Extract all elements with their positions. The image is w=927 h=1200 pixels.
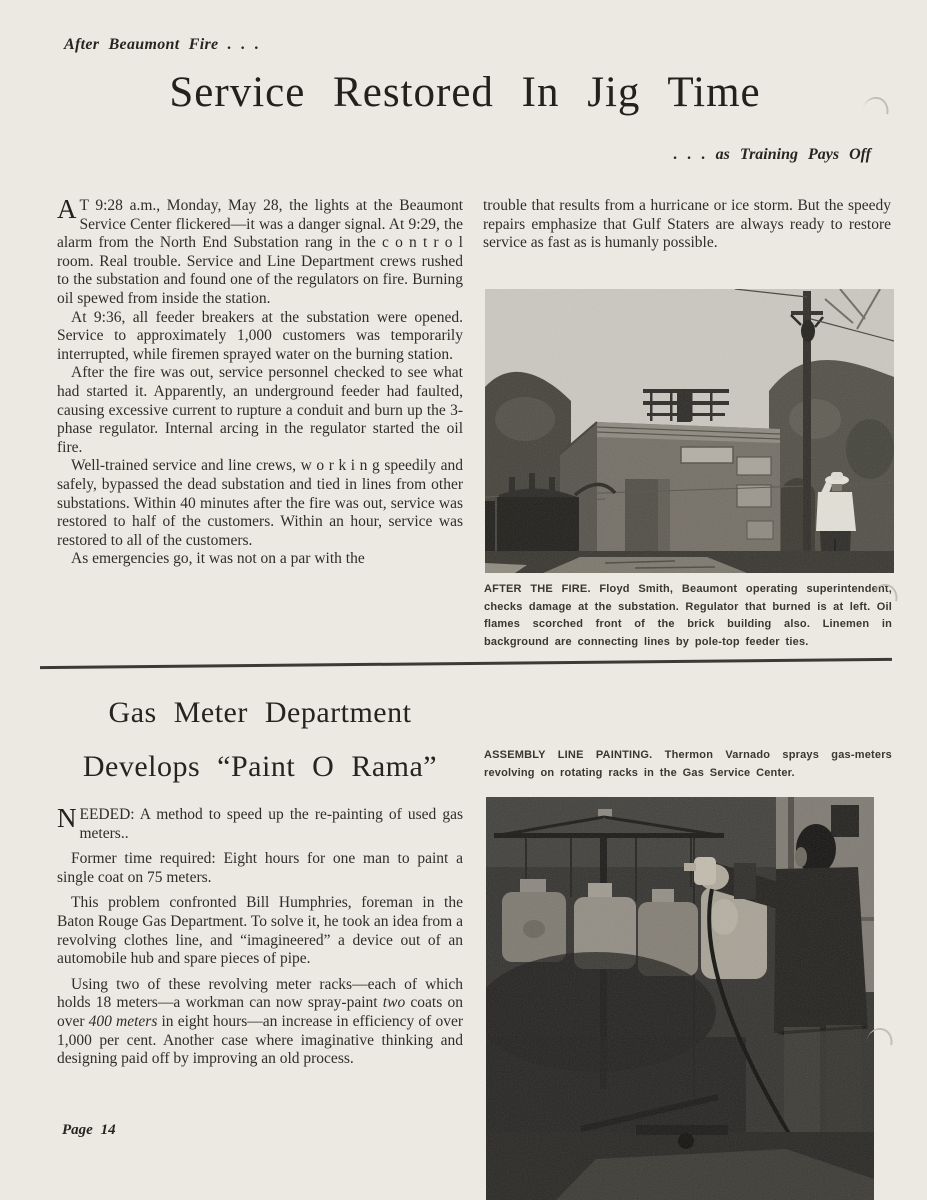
substation-photo-illustration: [485, 289, 894, 573]
article1-kicker: After Beaumont Fire . . .: [64, 36, 260, 53]
paint-rack-photo: [486, 797, 874, 1200]
article1-subtitle: . . . as Training Pays Off: [673, 146, 871, 163]
article1-paragraph: trouble that results from a hurricane or ice storm. But the speedy repairs emphasize that Gulf Staters are always ready to restore service as fast as is humanly possible.: [483, 197, 891, 252]
article2-paragraph: [57, 976, 463, 1069]
photo2-caption: ASSEMBLY LINE PAINTING. Thermon Varnado sprays gas-meters revolving on rotating racks in the Gas Service Center.: [484, 749, 892, 779]
article2-paragraph-text: in eight hours—an increase in efficiency of over 1,000 per cent. Another case where imaginative thinking and designing paid off by improving an old process.: [57, 1012, 463, 1068]
article1-paragraph-text: T 9:28 a.m., Monday, May 28, the lights at the Beaumont Service Center flickered—it was a danger signal. At 9:29, the alarm from the North End Substation rang in the c o n t r o l room. Real trouble. Service and Line Department crews rushed to the substation and found one of the regulators on fire. Burning oil spewed from inside the station.: [57, 197, 463, 307]
article1-paragraph: At 9:36, all feeder breakers at the substation were opened. Service to approximately 1,000 customers was temporarily interrupted, while firemen sprayed water on the burning station.: [57, 308, 463, 363]
article2-dropcap: N: [57, 803, 77, 833]
article1-left-column: [57, 194, 463, 569]
article2-paragraph: [57, 803, 463, 843]
section-divider: [40, 658, 892, 669]
article2-italic-word: two: [382, 994, 406, 1012]
article2-column: [57, 803, 463, 1076]
article1-title: Service Restored In Jig Time: [169, 69, 761, 116]
paint-rack-photo-illustration: [486, 797, 874, 1200]
page-number: Page 14: [62, 1122, 116, 1138]
article1-paragraph: [57, 194, 463, 309]
article2-paragraph-text: EEDED: A method to speed up the re-painting of used gas meters..: [79, 806, 463, 842]
article1-paragraph: Well-trained service and line crews, w o r k i n g speedily and safely, bypassed the dead substation and tied in lines from other substations. Within 40 minutes after the fire was out, service was restored to half of the customers. Within an hour, service was restored to all of the customers.: [57, 457, 463, 549]
article2-italic-phrase: 400 meters: [88, 1012, 158, 1030]
article2-paragraph-text: Using two of these revolving meter racks—each of which holds 18 meters—a workman can now spray-paint: [57, 975, 463, 1012]
article2-paragraph: Former time required: Eight hours for one man to paint a single coat on 75 meters.: [57, 850, 463, 886]
substation-photo: [485, 289, 894, 573]
photo1-caption: AFTER THE FIRE. Floyd Smith, Beaumont operating superintendent, checks damage at the substation. Regulator that burned is at left. Oil flames scorched front of the brick building also. Linemen in background are connecting lines by pole-top feeder ties.: [484, 583, 892, 648]
article2-title-line1: Gas Meter Department: [108, 696, 412, 729]
article2-paragraph: This problem confronted Bill Humphries, foreman in the Baton Rouge Gas Department. To solve it, he took an idea from a revolving clothes line, and “imagineered” a device out of an automobile hub and spare pieces of pipe.: [57, 894, 463, 968]
article2-paragraph-text: coats on over: [57, 994, 463, 1030]
article1-dropcap: A: [57, 194, 77, 224]
article2-title-line2: Develops “Paint O Rama”: [82, 750, 438, 783]
article1-paragraph: After the fire was out, service personnel checked to see what had started it. Apparently, an underground feeder had faulted, causing excessive current to rupture a conduit and burn up the 3-phase regulator. Internal arcing in the regulator started the oil fire.: [57, 364, 463, 456]
article1-right-column: [483, 197, 891, 253]
article1-paragraph: As emergencies go, it was not on a par with the: [71, 550, 365, 568]
